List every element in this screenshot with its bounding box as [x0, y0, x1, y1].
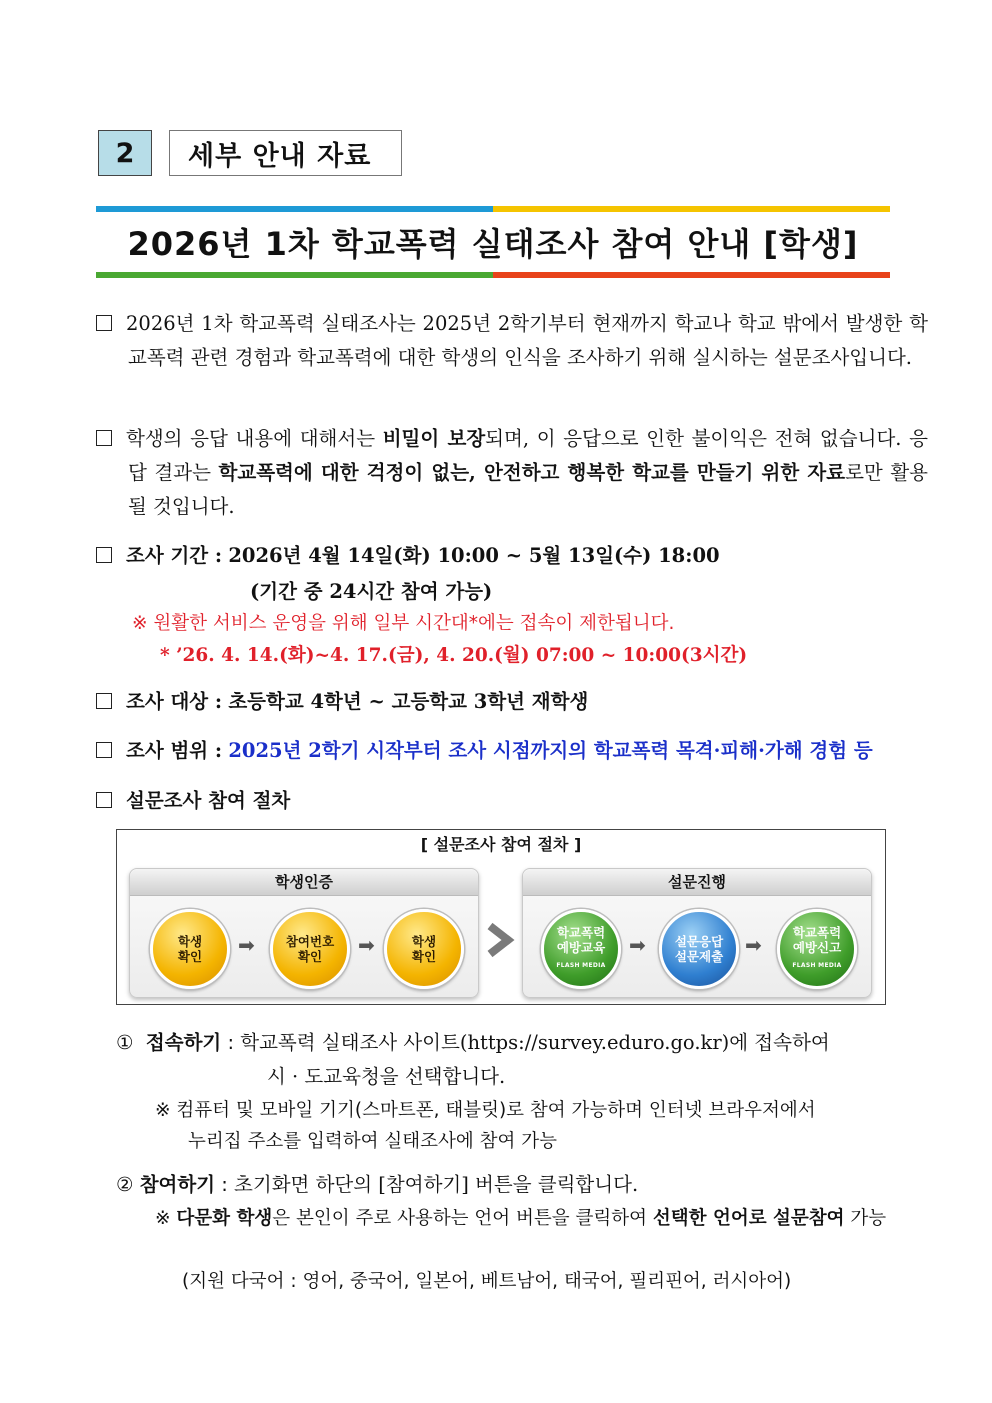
step-prevention-report: 학교폭력 예방신고 FLASH MEDIA [777, 909, 857, 989]
procedure-diagram [116, 829, 886, 1005]
step-1-note-cont: 누리집 주소를 입력하여 실태조사에 참여 가능 [188, 1131, 557, 1152]
panel-survey-progress [522, 868, 872, 998]
survey-period: 조사 기간 : 2026년 4월 14일(화) 10:00 ~ 5월 13일(수) 18:00 [96, 540, 720, 568]
step-prevention-education: 학교폭력 예방교육 FLASH MEDIA [541, 909, 621, 989]
step-1-note: ※ 컴퓨터 및 모바일 기기(스마트폰, 태블릿)로 참여 가능하며 인터넷 브라우저에서 [155, 1100, 816, 1121]
step-2-note: ※ 다문화 학생은 본인이 주로 사용하는 언어 버튼을 클릭하여 선택한 언어로 설문참여 가능 [155, 1208, 887, 1229]
checkbox-icon [96, 742, 112, 758]
main-title: 2026년 1차 학교폭력 실태조사 참여 안내 [학생] [127, 225, 859, 263]
step-student-check: 학생 확인 [150, 909, 230, 989]
panel-title: 학생인증 [130, 869, 478, 896]
intro-paragraph: 2026년 1차 학교폭력 실태조사는 2025년 2학기부터 현재까지 학교나 학교 밖에서 발생한 학교폭력 관련 경험과 학교폭력에 대한 학생의 인식을 조사하기 위해 실시하는 설문조사입니다. [96, 307, 928, 375]
service-notice-detail: * ’26. 4. 14.(화)~4. 17.(금), 4. 20.(월) 07:00 ~ 10:00(3시간) [160, 645, 748, 666]
chevron-right-icon [482, 922, 518, 958]
arrow-right-icon: ➡ [358, 933, 375, 957]
supported-languages: (지원 다국어 : 영어, 중국어, 일본어, 베트남어, 태국어, 필리핀어, 러시아어) [182, 1271, 792, 1292]
section-number: 2 [98, 130, 152, 176]
step-survey-response: 설문응답 설문제출 [659, 909, 739, 989]
service-notice: ※ 원활한 서비스 운영을 위해 일부 시간대*에는 접속이 제한됩니다. [132, 613, 675, 634]
step-2-participate: ② 참여하기 : 초기화면 하단의 [참여하기] 버튼을 클릭합니다. [116, 1173, 639, 1196]
checkbox-icon [96, 547, 112, 563]
panel-student-auth [129, 868, 479, 998]
arrow-right-icon: ➡ [629, 933, 646, 957]
title-bar-bottom [96, 272, 890, 278]
panel-title: 설문진행 [523, 869, 871, 896]
checkbox-icon [96, 315, 112, 331]
survey-period-sub: (기간 중 24시간 참여 가능) [250, 580, 493, 603]
survey-scope: 조사 범위 : 2025년 2학기 시작부터 조사 시점까지의 학교폭력 목격·피해·가해 경험 등 [96, 735, 873, 763]
diagram-caption: [ 설문조사 참여 절차 ] [420, 835, 582, 854]
checkbox-icon [96, 792, 112, 808]
arrow-right-icon: ➡ [745, 933, 762, 957]
checkbox-icon [96, 693, 112, 709]
checkbox-icon [96, 430, 112, 446]
arrow-right-icon: ➡ [238, 933, 255, 957]
survey-target: 조사 대상 : 초등학교 4학년 ~ 고등학교 3학년 재학생 [96, 686, 588, 714]
section-title: 세부 안내 자료 [169, 130, 402, 176]
step-1-access-cont: 시 · 도교육청을 선택합니다. [267, 1065, 506, 1088]
step-1-access: ① 접속하기 : 학교폭력 실태조사 사이트(https://survey.eduro.go.kr)에 접속하여 [116, 1031, 830, 1054]
step-participation-number-check: 참여번호 확인 [270, 909, 350, 989]
procedure-heading: 설문조사 참여 절차 [96, 785, 290, 813]
step-student-confirm: 학생 확인 [384, 909, 464, 989]
confidentiality-paragraph: 학생의 응답 내용에 대해서는 비밀이 보장되며, 이 응답으로 인한 불이익은 전혀 없습니다. 응답 결과는 학교폭력에 대한 걱정이 없는, 안전하고 행복한 학교를 만들기 위한 자료로만 활용될 것입니다. [96, 422, 928, 524]
